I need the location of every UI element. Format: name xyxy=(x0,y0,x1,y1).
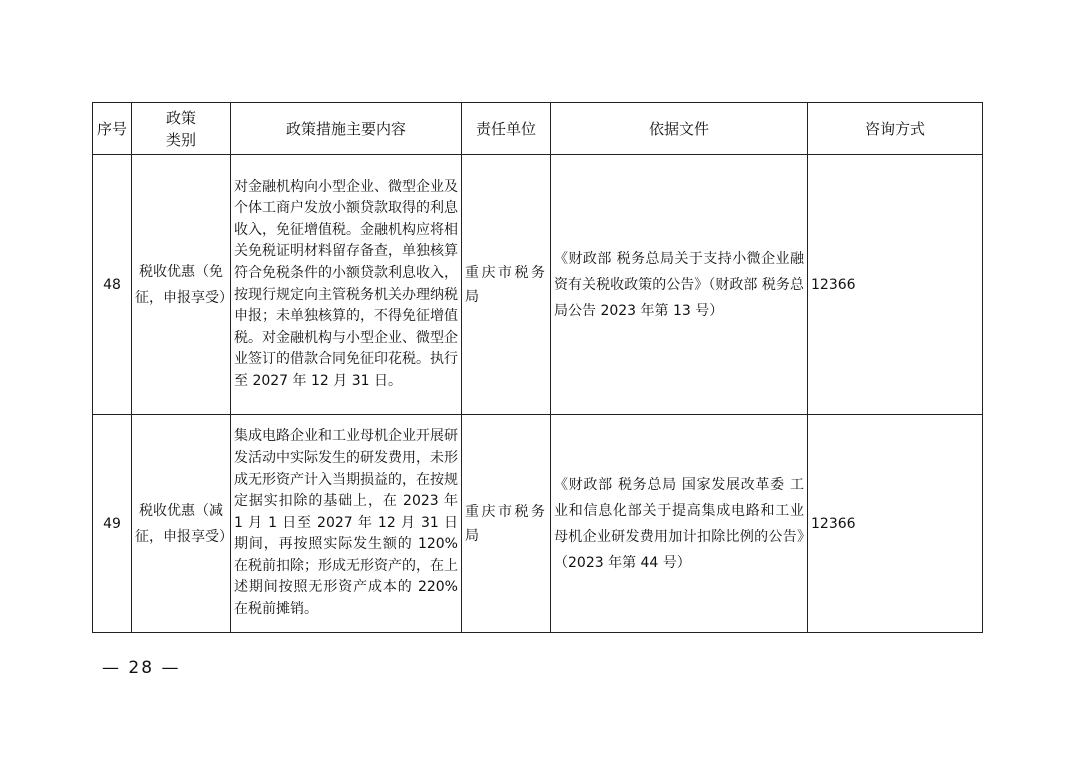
contact-number: 12366 xyxy=(808,415,983,633)
header-document: 依据文件 xyxy=(551,103,808,155)
policy-content: 集成电路企业和工业母机企业开展研发活动中实际发生的研发费用，未形成无形资产计入当期损益的，在按规定据实扣除的基础上，在 2023 年 1 月 1 日至 2027 年 12 月 31 日期间，再按照实际发生额的 120%在税前扣除；形成无形资产的，在上述期间按照无形资产成本的 220%在税前摊销。 xyxy=(231,415,462,633)
contact-number: 12366 xyxy=(808,155,983,415)
basis-document: 《财政部 税务总局关于支持小微企业融资有关税收政策的公告》（财政部 税务总局公告 2023 年第 13 号） xyxy=(551,155,808,415)
policy-category: 税收优惠（免征，申报享受） xyxy=(132,155,231,415)
row-number: 49 xyxy=(93,415,132,633)
responsible-unit: 重庆市税务局 xyxy=(462,155,551,415)
row-number: 48 xyxy=(93,155,132,415)
header-serial: 序号 xyxy=(93,103,132,155)
header-category: 政策 类别 xyxy=(132,103,231,155)
policy-table xyxy=(92,102,983,633)
responsible-unit: 重庆市税务局 xyxy=(462,415,551,633)
page-number: — 28 — xyxy=(102,658,181,678)
header-content: 政策措施主要内容 xyxy=(231,103,462,155)
table-header-row xyxy=(93,103,983,155)
header-contact: 咨询方式 xyxy=(808,103,983,155)
header-unit: 责任单位 xyxy=(462,103,551,155)
table-row xyxy=(93,415,983,633)
table-row xyxy=(93,155,983,415)
policy-category: 税收优惠（减征，申报享受） xyxy=(132,415,231,633)
basis-document: 《财政部 税务总局 国家发展改革委 工业和信息化部关于提高集成电路和工业母机企业研发费用加计扣除比例的公告》（2023 年第 44 号） xyxy=(551,415,808,633)
policy-content: 对金融机构向小型企业、微型企业及个体工商户发放小额贷款取得的利息收入，免征增值税。金融机构应将相关免税证明材料留存备查，单独核算符合免税条件的小额贷款利息收入，按现行规定向主管税务机关办理纳税申报；未单独核算的，不得免征增值税。对金融机构与小型企业、微型企业签订的借款合同免征印花税。执行至 2027 年 12 月 31 日。 xyxy=(231,155,462,415)
